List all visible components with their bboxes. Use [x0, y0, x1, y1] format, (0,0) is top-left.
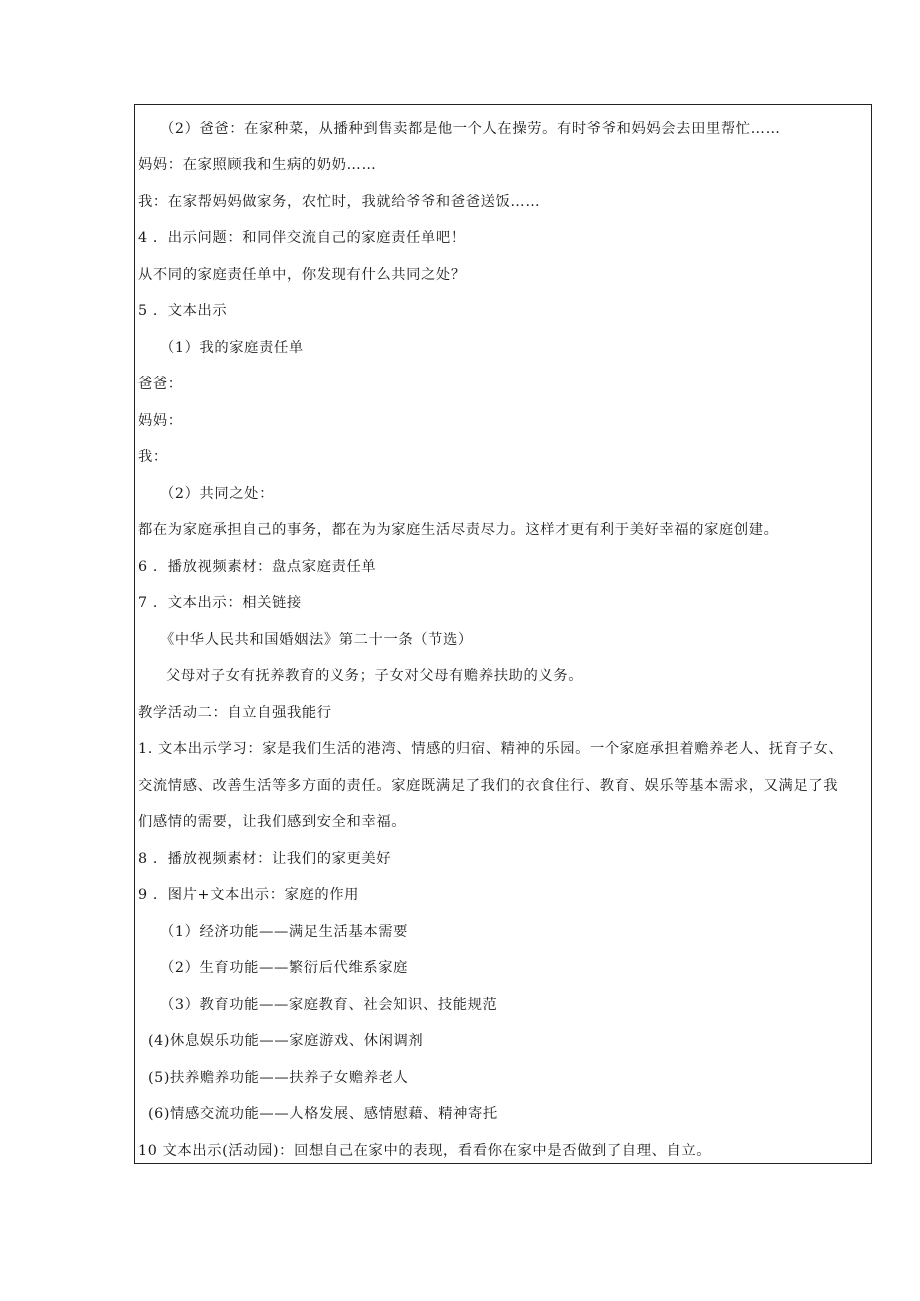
text-line-dad-duties: （2）爸爸：在家种菜，从播种到售卖都是他一个人在操劳。有时爷爷和妈妈会去田里帮忙……	[160, 121, 781, 137]
text-line-step-5: 5 ．文本出示	[138, 303, 228, 319]
text-line-step-10: 10 文本出示(活动园)：回想自己在家中的表现，看看你在家中是否做到了自理、自立。	[138, 1143, 712, 1159]
text-line-step-7: 7 ．文本出示：相关链接	[138, 595, 302, 611]
text-line-activity-two: 教学活动二：自立自强我能行	[138, 705, 332, 721]
text-line-step-9: 9 ．图片+文本出示：家庭的作用	[138, 887, 360, 903]
text-line-step-6: 6 ．播放视频素材：盘点家庭责任单	[138, 559, 377, 575]
text-line-common-points: （2）共同之处：	[160, 486, 274, 502]
text-line-marriage-law: 《中华人民共和国婚姻法》第二十一条（节选）	[160, 632, 473, 648]
text-line-me-blank: 我：	[138, 449, 168, 465]
text-line-function-1: （1）经济功能——满足生活基本需要	[160, 924, 409, 940]
text-line-study-3: 们感情的需要，让我们感到安全和幸福。	[138, 814, 407, 830]
text-line-study-2: 交流情感、改善生活等多方面的责任。家庭既满足了我们的衣食住行、教育、娱乐等基本需求，又满足了我	[138, 778, 839, 794]
text-line-question: 从不同的家庭责任单中，你发现有什么共同之处？	[138, 267, 466, 283]
text-line-function-4: (4)休息娱乐功能——家庭游戏、休闲调剂	[148, 1033, 424, 1049]
text-line-function-6: (6)情感交流功能——人格发展、感情慰藉、精神寄托	[148, 1106, 498, 1122]
text-line-mom-duties: 妈妈：在家照顾我和生病的奶奶……	[138, 157, 377, 173]
text-line-law-quote: 父母对子女有抚养教育的义务；子女对父母有赡养扶助的义务。	[166, 668, 584, 684]
text-line-function-2: （2）生育功能——繁衍后代维系家庭	[160, 960, 409, 976]
text-line-function-3: （3）教育功能——家庭教育、社会知识、技能规范	[160, 997, 498, 1013]
text-line-common-summary: 都在为家庭承担自己的事务，都在为为家庭生活尽责尽力。这样才更有利于美好幸福的家庭创建。	[138, 522, 779, 538]
text-line-responsibility-list: （1）我的家庭责任单	[160, 340, 304, 356]
text-line-mom-blank: 妈妈：	[138, 413, 183, 429]
text-line-step-4: 4 ．出示问题：和同伴交流自己的家庭责任单吧！	[138, 230, 466, 246]
text-line-function-5: (5)扶养赡养功能——扶养子女赡养老人	[148, 1070, 409, 1086]
text-line-dad-blank: 爸爸：	[138, 376, 183, 392]
text-line-my-duties: 我：在家帮妈妈做家务，农忙时，我就给爷爷和爸爸送饭……	[138, 194, 541, 210]
text-line-step-8: 8 ．播放视频素材：让我们的家更美好	[138, 851, 392, 867]
text-line-study-1: 1. 文本出示学习：家是我们生活的港湾、情感的归宿、精神的乐园。一个家庭承担着赡养老人、抚育子女、	[138, 741, 844, 757]
